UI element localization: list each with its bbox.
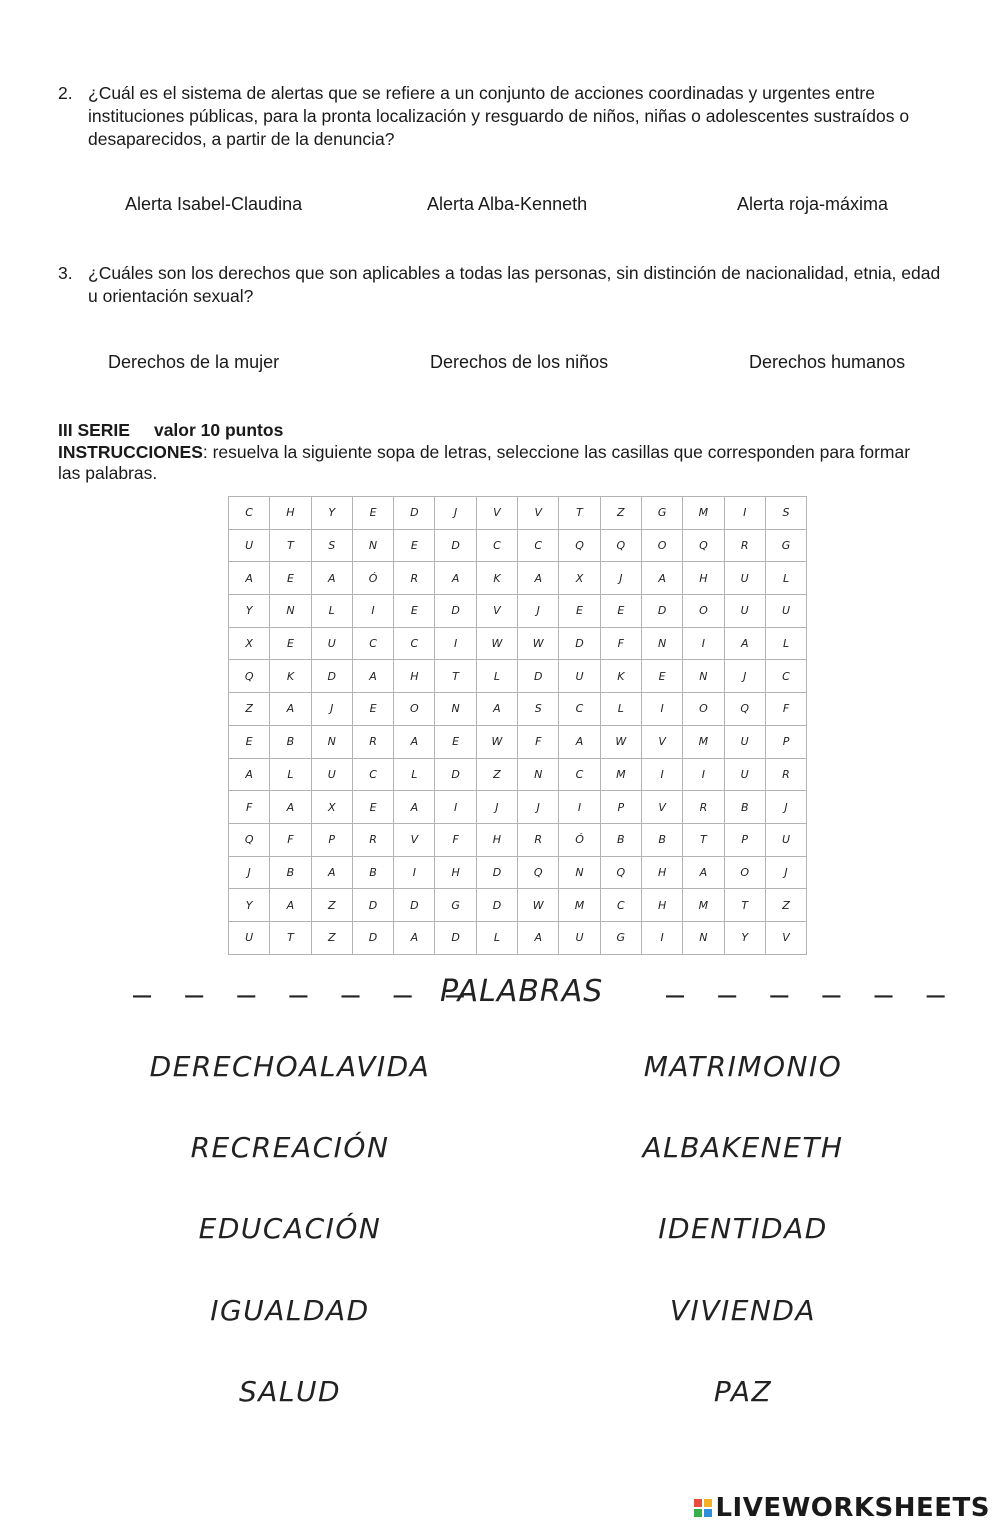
grid-cell[interactable]: L bbox=[600, 693, 641, 726]
grid-cell[interactable]: A bbox=[352, 660, 393, 693]
grid-cell[interactable]: T bbox=[683, 823, 724, 856]
grid-row bbox=[229, 823, 807, 856]
instructions-text: : resuelva la siguiente sopa de letras, seleccione las casillas que corresponden para formar las palabras. bbox=[58, 442, 911, 483]
grid-cell[interactable]: C bbox=[559, 693, 600, 726]
grid-cell[interactable]: N bbox=[435, 693, 476, 726]
grid-cell[interactable]: F bbox=[229, 791, 270, 824]
grid-cell[interactable]: W bbox=[476, 627, 517, 660]
serie-title: III SERIE bbox=[58, 420, 130, 440]
grid-cell[interactable]: C bbox=[229, 497, 270, 530]
option-derechos-ninos[interactable]: Derechos de los niños bbox=[430, 352, 609, 372]
grid-cell[interactable]: V bbox=[641, 725, 682, 758]
grid-cell[interactable]: L bbox=[394, 758, 435, 791]
palabras-title: PALABRAS bbox=[440, 974, 604, 1009]
grid-cell[interactable]: A bbox=[683, 856, 724, 889]
grid-cell[interactable]: O bbox=[683, 595, 724, 628]
grid-row bbox=[229, 921, 807, 954]
grid-cell[interactable]: T bbox=[270, 921, 311, 954]
grid-row bbox=[229, 758, 807, 791]
grid-cell[interactable]: U bbox=[765, 595, 806, 628]
question-2 bbox=[58, 82, 948, 151]
grid-cell[interactable]: A bbox=[518, 921, 559, 954]
word-item: VIVIENDA bbox=[669, 1294, 817, 1327]
grid-cell[interactable]: I bbox=[352, 595, 393, 628]
grid-cell[interactable]: P bbox=[600, 791, 641, 824]
grid-cell[interactable]: F bbox=[435, 823, 476, 856]
grid-cell[interactable]: D bbox=[394, 497, 435, 530]
grid-cell[interactable]: E bbox=[435, 725, 476, 758]
grid-cell[interactable]: N bbox=[311, 725, 352, 758]
option-alerta-isabel-claudina[interactable]: Alerta Isabel-Claudina bbox=[125, 194, 303, 214]
grid-cell[interactable]: O bbox=[683, 693, 724, 726]
grid-cell[interactable]: O bbox=[724, 856, 765, 889]
brand-name: LIVEWORKSHEETS bbox=[715, 1493, 990, 1523]
grid-cell[interactable]: M bbox=[683, 725, 724, 758]
palabras-header bbox=[0, 972, 1000, 1012]
grid-row bbox=[229, 660, 807, 693]
grid-cell[interactable]: C bbox=[600, 889, 641, 922]
grid-cell[interactable]: F bbox=[270, 823, 311, 856]
grid-cell[interactable]: J bbox=[600, 562, 641, 595]
grid-cell[interactable]: A bbox=[394, 791, 435, 824]
grid-cell[interactable]: U bbox=[724, 595, 765, 628]
grid-cell[interactable]: E bbox=[352, 791, 393, 824]
grid-cell[interactable]: T bbox=[270, 529, 311, 562]
grid-cell[interactable]: R bbox=[518, 823, 559, 856]
grid-cell[interactable]: A bbox=[311, 856, 352, 889]
grid-cell[interactable]: L bbox=[765, 562, 806, 595]
grid-cell[interactable]: G bbox=[641, 497, 682, 530]
grid-cell[interactable]: U bbox=[765, 823, 806, 856]
grid-cell[interactable]: N bbox=[518, 758, 559, 791]
grid-cell[interactable]: V bbox=[476, 497, 517, 530]
grid-cell[interactable]: K bbox=[476, 562, 517, 595]
liveworksheets-logo bbox=[694, 1495, 990, 1521]
word-item: RECREACIÓN bbox=[190, 1131, 390, 1164]
grid-cell[interactable]: D bbox=[435, 595, 476, 628]
grid-cell[interactable]: C bbox=[476, 529, 517, 562]
grid-cell[interactable]: I bbox=[559, 791, 600, 824]
grid-cell[interactable]: U bbox=[229, 921, 270, 954]
grid-cell[interactable]: R bbox=[724, 529, 765, 562]
option-derechos-humanos[interactable]: Derechos humanos bbox=[749, 352, 906, 372]
grid-cell[interactable]: N bbox=[683, 660, 724, 693]
grid-cell[interactable]: I bbox=[435, 627, 476, 660]
grid-cell[interactable]: B bbox=[270, 725, 311, 758]
grid-cell[interactable]: N bbox=[683, 921, 724, 954]
grid-cell[interactable]: Z bbox=[476, 758, 517, 791]
grid-cell[interactable]: Z bbox=[311, 889, 352, 922]
grid-cell[interactable]: L bbox=[765, 627, 806, 660]
grid-cell[interactable]: U bbox=[724, 725, 765, 758]
grid-cell[interactable]: D bbox=[641, 595, 682, 628]
grid-cell[interactable]: A bbox=[270, 693, 311, 726]
grid-cell[interactable]: D bbox=[311, 660, 352, 693]
grid-cell[interactable]: I bbox=[683, 627, 724, 660]
grid-cell[interactable]: N bbox=[641, 627, 682, 660]
serie-value: valor 10 puntos bbox=[153, 420, 284, 440]
word-item: SALUD bbox=[238, 1375, 342, 1408]
grid-cell[interactable]: U bbox=[311, 627, 352, 660]
grid-cell[interactable]: R bbox=[683, 791, 724, 824]
grid-row bbox=[229, 529, 807, 562]
grid-cell[interactable]: S bbox=[311, 529, 352, 562]
grid-cell[interactable]: I bbox=[641, 693, 682, 726]
grid-cell[interactable]: E bbox=[229, 725, 270, 758]
grid-cell[interactable]: A bbox=[476, 693, 517, 726]
grid-cell[interactable]: E bbox=[352, 693, 393, 726]
grid-cell[interactable]: E bbox=[641, 660, 682, 693]
grid-cell[interactable]: U bbox=[559, 660, 600, 693]
grid-cell[interactable]: A bbox=[394, 921, 435, 954]
grid-cell[interactable]: Q bbox=[518, 856, 559, 889]
grid-cell[interactable]: B bbox=[270, 856, 311, 889]
grid-row bbox=[229, 562, 807, 595]
word-item: IDENTIDAD bbox=[658, 1212, 828, 1245]
grid-cell[interactable]: N bbox=[559, 856, 600, 889]
grid-cell[interactable]: V bbox=[765, 921, 806, 954]
dashes-left: – – – – – – – bbox=[133, 978, 472, 1013]
grid-cell[interactable]: O bbox=[641, 529, 682, 562]
grid-cell[interactable]: A bbox=[311, 562, 352, 595]
grid-cell[interactable]: C bbox=[394, 627, 435, 660]
grid-cell[interactable]: R bbox=[352, 725, 393, 758]
serie-header bbox=[58, 420, 283, 441]
grid-cell[interactable]: W bbox=[518, 889, 559, 922]
grid-cell[interactable]: J bbox=[518, 791, 559, 824]
grid-cell[interactable]: V bbox=[518, 497, 559, 530]
grid-cell[interactable]: Q bbox=[600, 856, 641, 889]
grid-cell[interactable]: M bbox=[600, 758, 641, 791]
grid-row bbox=[229, 693, 807, 726]
grid-cell[interactable]: K bbox=[270, 660, 311, 693]
grid-cell[interactable]: N bbox=[352, 529, 393, 562]
grid-cell[interactable]: S bbox=[518, 693, 559, 726]
option-derechos-mujer[interactable]: Derechos de la mujer bbox=[108, 352, 280, 372]
grid-cell[interactable]: J bbox=[229, 856, 270, 889]
grid-cell[interactable]: B bbox=[352, 856, 393, 889]
grid-cell[interactable]: U bbox=[311, 758, 352, 791]
grid-cell[interactable]: H bbox=[683, 562, 724, 595]
grid-cell[interactable]: C bbox=[352, 758, 393, 791]
grid-row bbox=[229, 856, 807, 889]
grid-cell[interactable]: A bbox=[641, 562, 682, 595]
grid-cell[interactable]: E bbox=[352, 497, 393, 530]
grid-cell[interactable]: M bbox=[683, 889, 724, 922]
grid-cell[interactable]: C bbox=[352, 627, 393, 660]
grid-cell[interactable]: I bbox=[724, 497, 765, 530]
grid-cell[interactable]: O bbox=[394, 693, 435, 726]
grid-cell[interactable]: W bbox=[600, 725, 641, 758]
grid-cell[interactable]: J bbox=[765, 856, 806, 889]
grid-cell[interactable]: I bbox=[641, 921, 682, 954]
question-number: 2. bbox=[58, 83, 73, 103]
grid-cell[interactable]: A bbox=[229, 758, 270, 791]
grid-cell[interactable]: Q bbox=[229, 660, 270, 693]
grid-cell[interactable]: Y bbox=[229, 595, 270, 628]
instructions bbox=[58, 442, 928, 484]
grid-cell[interactable]: J bbox=[765, 791, 806, 824]
grid-cell[interactable]: E bbox=[559, 595, 600, 628]
grid-cell[interactable]: R bbox=[765, 758, 806, 791]
grid-row bbox=[229, 497, 807, 530]
grid-cell[interactable]: H bbox=[476, 823, 517, 856]
grid-cell[interactable]: J bbox=[435, 497, 476, 530]
grid-cell[interactable]: A bbox=[435, 562, 476, 595]
option-alerta-roja-maxima[interactable]: Alerta roja-máxima bbox=[737, 194, 889, 214]
logo-icon bbox=[694, 1499, 712, 1517]
grid-cell[interactable]: Ó bbox=[352, 562, 393, 595]
grid-cell[interactable]: D bbox=[352, 921, 393, 954]
grid-cell[interactable]: X bbox=[311, 791, 352, 824]
grid-cell[interactable]: X bbox=[559, 562, 600, 595]
word-search-grid bbox=[228, 496, 807, 955]
grid-cell[interactable]: Z bbox=[229, 693, 270, 726]
grid-cell[interactable]: I bbox=[435, 791, 476, 824]
grid-cell[interactable]: N bbox=[270, 595, 311, 628]
grid-cell[interactable]: Q bbox=[600, 529, 641, 562]
grid-cell[interactable]: D bbox=[435, 529, 476, 562]
grid-cell[interactable]: B bbox=[724, 791, 765, 824]
grid-cell[interactable]: W bbox=[518, 627, 559, 660]
grid-cell[interactable]: J bbox=[311, 693, 352, 726]
grid-cell[interactable]: Y bbox=[229, 889, 270, 922]
grid-cell[interactable]: P bbox=[724, 823, 765, 856]
grid-cell[interactable]: L bbox=[311, 595, 352, 628]
grid-cell[interactable]: D bbox=[559, 627, 600, 660]
word-item: IGUALDAD bbox=[210, 1294, 370, 1327]
grid-cell[interactable]: C bbox=[518, 529, 559, 562]
grid-cell[interactable]: X bbox=[229, 627, 270, 660]
grid-cell[interactable]: B bbox=[600, 823, 641, 856]
grid-cell[interactable]: E bbox=[270, 627, 311, 660]
grid-cell[interactable]: W bbox=[476, 725, 517, 758]
grid-cell[interactable]: Z bbox=[765, 889, 806, 922]
word-item: PAZ bbox=[713, 1375, 773, 1408]
grid-cell[interactable]: E bbox=[394, 595, 435, 628]
grid-cell[interactable]: A bbox=[518, 562, 559, 595]
grid-cell[interactable]: Y bbox=[311, 497, 352, 530]
grid-cell[interactable]: T bbox=[559, 497, 600, 530]
grid-cell[interactable]: P bbox=[311, 823, 352, 856]
instructions-label: INSTRUCCIONES bbox=[58, 442, 203, 462]
grid-cell[interactable]: H bbox=[394, 660, 435, 693]
grid-cell[interactable]: A bbox=[229, 562, 270, 595]
word-item: ALBAKENETH bbox=[642, 1131, 844, 1164]
grid-cell[interactable]: Y bbox=[724, 921, 765, 954]
grid-cell[interactable]: A bbox=[724, 627, 765, 660]
grid-cell[interactable]: K bbox=[600, 660, 641, 693]
grid-cell[interactable]: V bbox=[476, 595, 517, 628]
grid-cell[interactable]: S bbox=[765, 497, 806, 530]
grid-row bbox=[229, 595, 807, 628]
grid-cell[interactable]: D bbox=[435, 758, 476, 791]
grid-cell[interactable]: J bbox=[518, 595, 559, 628]
question-3 bbox=[58, 262, 948, 308]
grid-cell[interactable]: D bbox=[476, 889, 517, 922]
grid-row bbox=[229, 889, 807, 922]
grid-cell[interactable]: D bbox=[476, 856, 517, 889]
grid-cell[interactable]: C bbox=[559, 758, 600, 791]
grid-cell[interactable]: C bbox=[765, 660, 806, 693]
grid-cell[interactable]: Q bbox=[683, 529, 724, 562]
dashes-right: – – – – – – bbox=[666, 978, 953, 1013]
grid-cell[interactable]: Q bbox=[724, 693, 765, 726]
grid-cell[interactable]: D bbox=[435, 921, 476, 954]
grid-cell[interactable]: E bbox=[600, 595, 641, 628]
grid-cell[interactable]: Q bbox=[229, 823, 270, 856]
grid-cell[interactable]: A bbox=[559, 725, 600, 758]
grid-cell[interactable]: U bbox=[229, 529, 270, 562]
grid-row bbox=[229, 627, 807, 660]
grid-cell[interactable]: P bbox=[765, 725, 806, 758]
grid-cell[interactable]: V bbox=[394, 823, 435, 856]
grid-cell[interactable]: H bbox=[435, 856, 476, 889]
grid-cell[interactable]: F bbox=[600, 627, 641, 660]
grid-cell[interactable]: R bbox=[394, 562, 435, 595]
grid-cell[interactable]: M bbox=[683, 497, 724, 530]
grid-cell[interactable]: Z bbox=[600, 497, 641, 530]
grid-cell[interactable]: J bbox=[476, 791, 517, 824]
grid-cell[interactable]: D bbox=[352, 889, 393, 922]
grid-cell[interactable]: D bbox=[394, 889, 435, 922]
grid-cell[interactable]: F bbox=[765, 693, 806, 726]
question-number: 3. bbox=[58, 263, 73, 283]
grid-cell[interactable]: H bbox=[270, 497, 311, 530]
grid-cell[interactable]: E bbox=[394, 529, 435, 562]
grid-cell[interactable]: H bbox=[641, 856, 682, 889]
grid-cell[interactable]: U bbox=[724, 562, 765, 595]
grid-cell[interactable]: V bbox=[641, 791, 682, 824]
word-item: DERECHOALAVIDA bbox=[149, 1050, 431, 1083]
grid-cell[interactable]: D bbox=[518, 660, 559, 693]
grid-cell[interactable]: G bbox=[600, 921, 641, 954]
grid-cell[interactable]: I bbox=[394, 856, 435, 889]
grid-cell[interactable]: B bbox=[641, 823, 682, 856]
grid-cell[interactable]: T bbox=[435, 660, 476, 693]
grid-cell[interactable]: T bbox=[724, 889, 765, 922]
grid-cell[interactable]: M bbox=[559, 889, 600, 922]
grid-cell[interactable]: F bbox=[518, 725, 559, 758]
grid-cell[interactable]: A bbox=[270, 791, 311, 824]
grid-cell[interactable]: I bbox=[641, 758, 682, 791]
grid-cell[interactable]: G bbox=[435, 889, 476, 922]
grid-cell[interactable]: Ó bbox=[559, 823, 600, 856]
grid-cell[interactable]: L bbox=[476, 660, 517, 693]
grid-cell[interactable]: U bbox=[559, 921, 600, 954]
grid-cell[interactable]: R bbox=[352, 823, 393, 856]
question-text: ¿Cuáles son los derechos que son aplicables a todas las personas, sin distinción de nacionalidad, etnia, edad u orientación sexual? bbox=[88, 263, 941, 306]
grid-cell[interactable]: E bbox=[270, 562, 311, 595]
word-item: EDUCACIÓN bbox=[198, 1212, 382, 1245]
grid-cell[interactable]: L bbox=[270, 758, 311, 791]
question-text: ¿Cuál es el sistema de alertas que se refiere a un conjunto de acciones coordinadas y urgentes entre instituciones públicas, para la pronta localización y resguardo de niños, niñas o adolescentes sustraídos o desaparecidos, a partir de la denuncia? bbox=[88, 83, 910, 149]
grid-cell[interactable]: Q bbox=[559, 529, 600, 562]
grid-cell[interactable]: U bbox=[724, 758, 765, 791]
grid-cell[interactable]: Z bbox=[311, 921, 352, 954]
grid-cell[interactable]: H bbox=[641, 889, 682, 922]
word-item: MATRIMONIO bbox=[643, 1050, 843, 1083]
grid-cell[interactable]: A bbox=[394, 725, 435, 758]
grid-row bbox=[229, 725, 807, 758]
option-alerta-alba-kenneth[interactable]: Alerta Alba-Kenneth bbox=[427, 194, 588, 214]
grid-cell[interactable]: G bbox=[765, 529, 806, 562]
grid-row bbox=[229, 791, 807, 824]
grid-cell[interactable]: I bbox=[683, 758, 724, 791]
grid-cell[interactable]: A bbox=[270, 889, 311, 922]
grid-cell[interactable]: L bbox=[476, 921, 517, 954]
grid-cell[interactable]: J bbox=[724, 660, 765, 693]
